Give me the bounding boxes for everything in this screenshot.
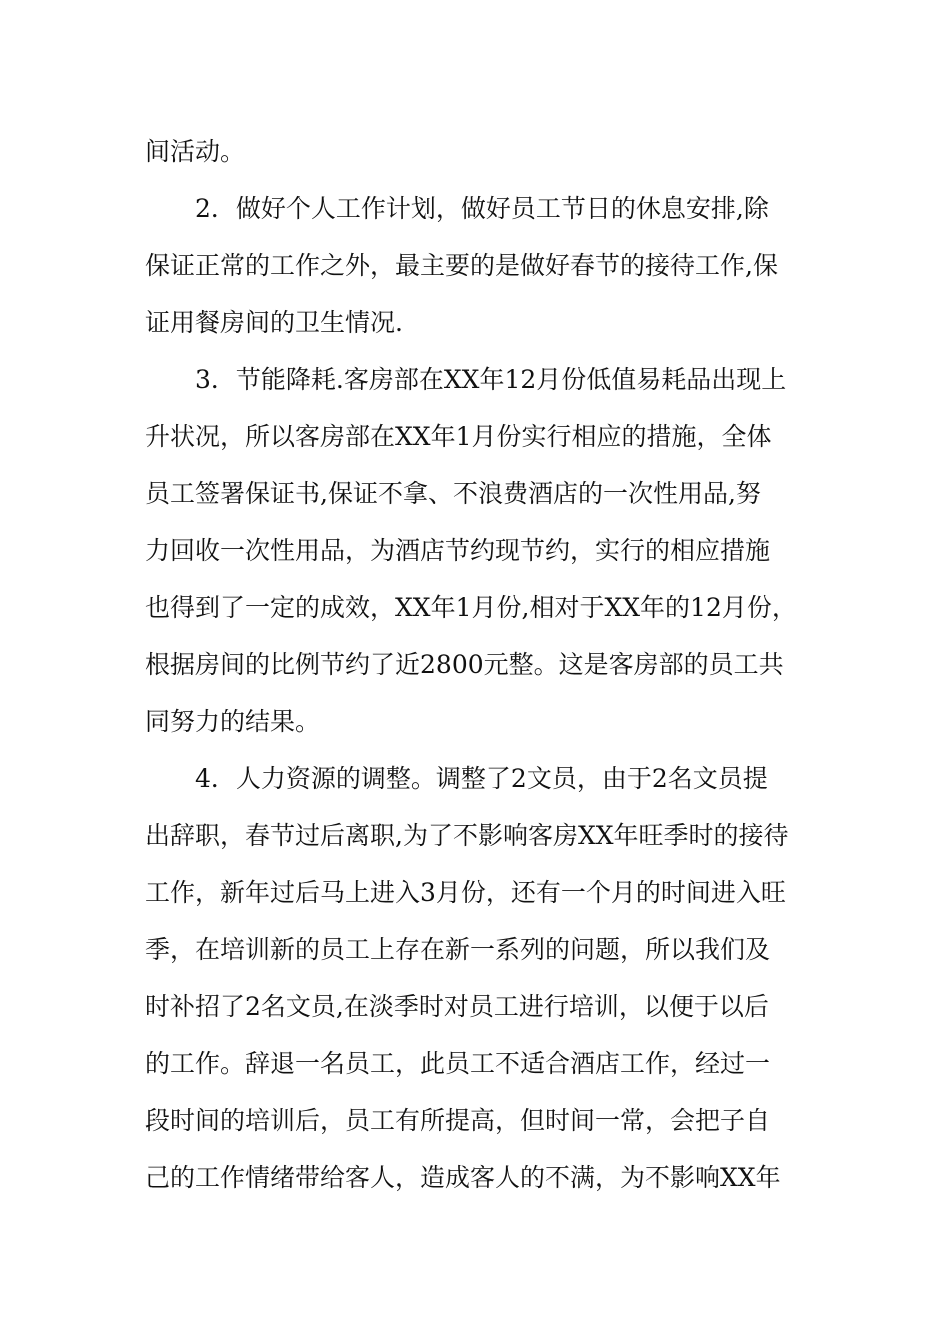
text-line: 己的工作情绪带给客人，造成客人的不满，为不影响XX年 — [145, 1163, 781, 1192]
text-line: 也得到了一定的成效，XX年1月份,相对于XX年的12月份， — [145, 593, 797, 622]
text-line: 证用餐房间的卫生情况. — [145, 308, 403, 337]
text-line: 出辞职，春节过后离职,为了不影响客房XX年旺季时的接待 — [145, 821, 789, 850]
text-line: 升状况，所以客房部在XX年1月份实行相应的措施，全体 — [145, 422, 772, 451]
paragraph-2-start: 2．做好个人工作计划，做好员工节日的休息安排,除 — [195, 194, 769, 223]
text-line: 间活动。 — [145, 137, 246, 166]
text-line: 段时间的培训后，员工有所提高，但时间一常，会把子自 — [145, 1106, 771, 1135]
text-line: 同努力的结果。 — [145, 707, 321, 736]
text-line: 员工签署保证书,保证不拿、不浪费酒店的一次性用品,努 — [145, 479, 761, 508]
text-line: 时补招了2名文员,在淡季时对员工进行培训，以便于以后 — [145, 992, 769, 1021]
paragraph-4-start: 4．人力资源的调整。调整了2文员，由于2名文员提 — [195, 764, 768, 793]
text-line: 力回收一次性用品，为酒店节约现节约，实行的相应措施 — [145, 536, 771, 565]
text-line: 季，在培训新的员工上存在新一系列的问题，所以我们及 — [145, 935, 771, 964]
text-line: 工作，新年过后马上进入3月份，还有一个月的时间进入旺 — [145, 878, 786, 907]
text-line: 的工作。辞退一名员工，此员工不适合酒店工作，经过一 — [145, 1049, 771, 1078]
paragraph-3-start: 3．节能降耗.客房部在XX年12月份低值易耗品出现上 — [195, 365, 787, 394]
text-line: 保证正常的工作之外，最主要的是做好春节的接待工作,保 — [145, 251, 778, 280]
text-line: 根据房间的比例节约了近2800元整。这是客房部的员工共 — [145, 650, 784, 679]
